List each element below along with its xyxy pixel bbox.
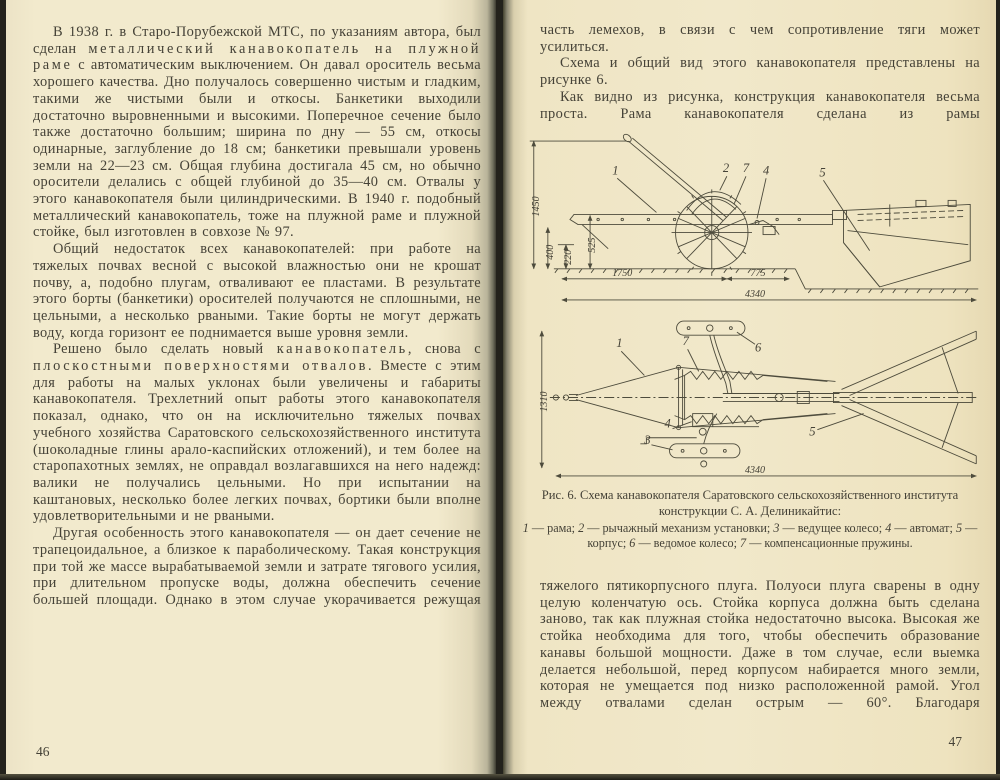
dim-label-1750: 1750 [612, 267, 633, 279]
part-label-4-plan: 4 [664, 416, 671, 431]
legend-part-label: — рычажный механизм установки; [584, 521, 774, 535]
part-label-1-plan: 1 [616, 336, 623, 351]
page-right [503, 0, 996, 774]
dim-label-775: 775 [750, 267, 766, 279]
dim-label-1310: 1310 [538, 391, 550, 412]
paragraph [33, 24, 481, 241]
text-run: с автоматическим выключением. Он давал ороситель весьма хорошего качества. Дно получалось совершенно чистым и гладким, такими же чистыми были и откосы. Банкетики выходили достаточно выровненными и высокими. Поперечное сечение было также достаточно большим; ширина по дну — 55 см, откосы одинарные, заглубление до 18 см; банкетики превышали уровень земли на 22—23 см. Общая глубина достигала 45 см, но обычно оросители делались с общей глубиной до 35—40 см. Отвалы у этого канавокопателя были цилиндрическими. В 1940 г. подобный металлический канавокопатель, тоже на плужной раме и плужной стойке, был изготовлен в совхозе № 97. [33, 57, 481, 241]
paragraph [540, 22, 980, 55]
dim-label-400: 400 [544, 244, 556, 260]
dim-label-4340-plan: 4340 [744, 464, 766, 476]
ground-hatching-trench [808, 289, 968, 293]
legend-part-number: 5 [955, 521, 963, 535]
paragraph [33, 241, 481, 341]
part-label-5-side: 5 [819, 165, 826, 180]
text-run: В 1938 г. в Старо-Порубежской МТС, по указаниям автора, был сделан [33, 24, 481, 57]
dim-label-525: 525 [587, 237, 599, 253]
scan-bottom-edge [0, 774, 1000, 780]
part-label-7-side: 7 [742, 161, 750, 176]
text-run: Решено было сделать новый [53, 341, 277, 358]
legend-part-number: 6 [629, 536, 636, 550]
figure-caption-title: Рис. 6. Схема канавокопателя Саратовского сельскохозяйственного института конструкции С. А. Делиникайтис: [541, 488, 959, 518]
legend-part-number: 7 [740, 536, 747, 550]
plow-body-side [832, 200, 970, 286]
text-run-emphasis: плоскостными поверхностями отвалов [33, 358, 368, 375]
legend-part-label: — ведущее колесо; [779, 521, 886, 535]
right-page-bottom-text [540, 578, 980, 712]
legend-part-label: — компенсационные пружины. [746, 536, 913, 550]
page-left [6, 0, 496, 774]
paragraph [540, 89, 980, 122]
part-label-1-side: 1 [612, 163, 619, 178]
text-run: тяжелого пятикорпусного плуга. Полуоси плуга сварены в одну целую коленчатую ось. Стойка корпуса должна быть сделана заново, так как плужная стойка недостаточно высока. Высокая же стойка необходима для того, чтобы обеспечить образование канавы большой мощности. Даже в том случае, если выемка делается небольшой, перед корпусом набирается много земли, которая не умещается под низко расположенной рамой. Угол между отвалами сделан острым — 60°. Благодаря [540, 578, 980, 711]
legend-part-label: — автомат; [891, 521, 956, 535]
page-number-right: 47 [948, 734, 962, 749]
text-run-emphasis: канавокопатель [276, 341, 408, 358]
dim-label-4340-side: 4340 [744, 288, 766, 300]
text-run: Общий недостаток всех канавокопателей: при работе на тяжелых почвах весной с высокой влажностью они не крошат почву, а, подобно плугам, отваливают ее пластами. В результате этого борты (банкетики) оросителей получаются не сплошными, не цельными, а несколько рваными. Такие борты не могут держать воду, когда горизонт ее поднимается выше уровня земли. [33, 241, 481, 341]
part-label-5-plan: 5 [809, 424, 816, 439]
paragraph [33, 341, 481, 525]
legend-part-number: 4 [885, 521, 892, 535]
driven-wheel-plan [677, 321, 745, 393]
page-number-left: 46 [36, 744, 50, 759]
drive-wheel-plan [670, 414, 740, 467]
part-label-3-plan: 3 [644, 432, 651, 447]
part-label-7-plan: 7 [682, 334, 689, 349]
dim-label-220: 220 [562, 249, 574, 265]
text-run: часть лемехов, в связи с чем сопротивление тяги может усилиться. [540, 22, 980, 55]
side-view-part-labels [612, 161, 869, 250]
text-run: . Вместе с этим для работы на малых уклонах были увеличены и габариты канавокопателя. Трехлетний опыт работы этого канавокопателя показал, однако, что он на исключительно тяжелых почвах учебного хозяйства Саратовского сельскохозяйственного института (шоколадные глины арало-каспийских отложений), и тем более на старопахотных землях, не оправдал возлагавшихся на него надежд: валики не получались цельными. Но при испытании на каштановых, несколько более легких почвах, бортики были вполне удовлетворительными и не рваными. [33, 358, 481, 525]
paragraph [540, 578, 980, 712]
legend-part-number: 2 [578, 521, 585, 535]
side-view-dimensions [530, 141, 977, 300]
figure-6-diagram [525, 130, 981, 484]
figure-caption-legend [521, 521, 979, 551]
legend-part-label: — рама; [528, 521, 579, 535]
hand-lever [622, 133, 730, 221]
ditcher-schematic-svg [525, 130, 981, 484]
legend-part-label: — ведомое колесо; [635, 536, 741, 550]
plan-view-drawing [539, 321, 976, 476]
text-run: , снова с [407, 341, 481, 358]
plan-view-part-labels [616, 332, 863, 450]
right-page-top-text [540, 22, 980, 122]
part-label-6-plan: 6 [755, 340, 762, 355]
side-view-drawing [530, 133, 979, 300]
figure-caption [519, 488, 981, 551]
part-label-4-side: 4 [763, 163, 770, 178]
text-run: Как видно из рисунка, конструкция канавокопателя весьма проста. Рама канавокопателя сделана из рамы [540, 88, 980, 122]
dim-label-1450: 1450 [530, 196, 542, 217]
paragraph [540, 55, 980, 88]
part-label-2-side: 2 [722, 161, 730, 176]
legend-part-number: 1 [522, 521, 529, 535]
legend-part-number: 3 [773, 521, 780, 535]
text-run: Другая особенность этого канавокопателя — он дает сечение не трапецоидальное, а близкое к параболическому. Такая конструкция при той же массе вырабатываемой земли и затрате тягового усилия, при длительном пропуске воды, должна обеспечить сечение большей площади. Однако в этом случае укорачивается режущая [33, 525, 481, 608]
paragraph [33, 525, 481, 609]
text-run-emphasis: металлический канавокопатель на плужной раме [33, 40, 481, 74]
automat-mechanism-side [749, 221, 779, 235]
drive-wheel-side [672, 189, 752, 275]
left-page-body-text [33, 24, 481, 609]
legend-part-label: — корпус; [587, 521, 978, 550]
text-run: Схема и общий вид этого канавокопателя представлены на рисунке 6. [540, 55, 980, 89]
